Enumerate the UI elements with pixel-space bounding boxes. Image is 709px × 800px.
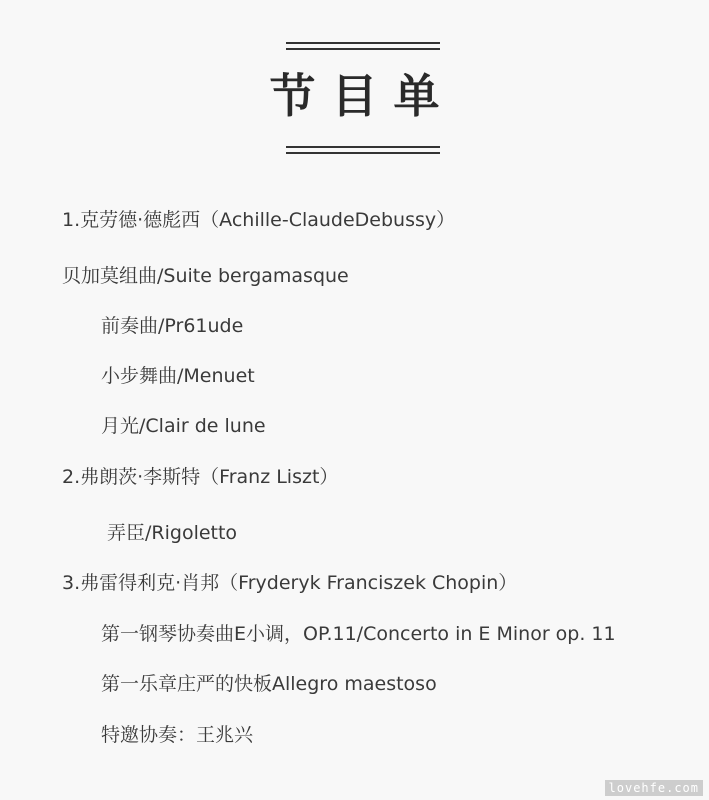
work-piano-concerto: 第一钢琴协奏曲E小调，OP.11/Concerto in E Minor op. 11 <box>101 623 616 645</box>
title-top-rule-1 <box>286 42 440 44</box>
composer-chopin: 3.弗雷得利克·肖邦（Fryderyk Franciszek Chopin） <box>62 572 518 594</box>
movement-allegro-maestoso: 第一乐章庄严的快板Allegro maestoso <box>101 673 437 695</box>
title-bottom-rule-2 <box>286 152 440 154</box>
movement-prelude: 前奏曲/Pr61ude <box>101 315 244 337</box>
composer-liszt: 2.弗朗茨·李斯特（Franz Liszt） <box>62 466 339 488</box>
composer-debussy: 1.克劳德·德彪西（Achille-ClaudeDebussy） <box>62 209 456 231</box>
movement-menuet: 小步舞曲/Menuet <box>101 365 255 387</box>
title-top-rule-2 <box>286 48 440 50</box>
title-bottom-rule-1 <box>286 146 440 148</box>
movement-clair-de-lune: 月光/Clair de lune <box>101 415 266 437</box>
work-rigoletto: 弄臣/Rigoletto <box>107 522 238 544</box>
suite-bergamasque: 贝加莫组曲/Suite bergamasque <box>62 265 349 287</box>
page-title: 节目单 <box>269 69 456 123</box>
guest-performer: 特邀协奏：王兆兴 <box>101 724 254 746</box>
site-watermark: lovehfe.com <box>605 780 703 796</box>
